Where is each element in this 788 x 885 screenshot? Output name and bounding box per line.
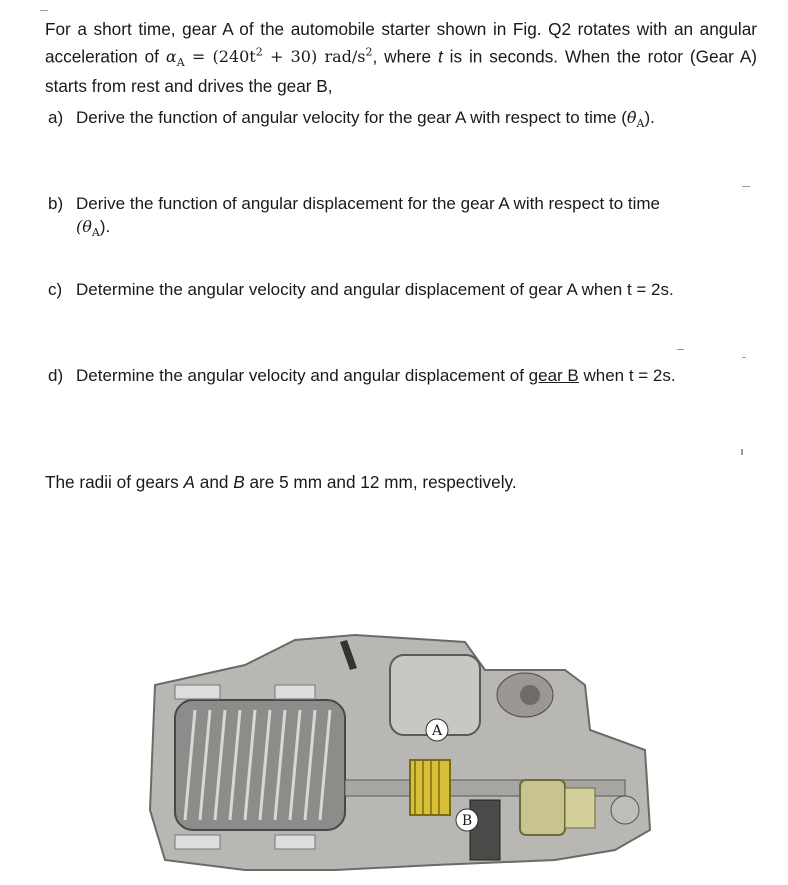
question-c xyxy=(48,278,748,301)
gear-b-underlined: gear B xyxy=(528,366,579,385)
starter-motor-figure xyxy=(135,630,655,885)
gear-a-label: A xyxy=(431,723,443,739)
question-a-text: Derive the function of angular velocity for the gear A with respect to time ( xyxy=(76,108,627,127)
question-a-symbol: $\thetȧ_A$ xyxy=(626,108,645,131)
gear-b-label: B xyxy=(461,813,473,829)
intro-variable-t: t xyxy=(437,46,443,67)
question-b xyxy=(48,192,748,244)
problem-intro xyxy=(45,18,757,98)
question-b-label: b) xyxy=(48,194,64,213)
intro-text-3: is in seconds. When the rotor (Gear A) starts from rest and drives the gear B, xyxy=(45,46,758,96)
intro-text-2: , where xyxy=(372,46,438,67)
question-c-label: c) xyxy=(48,280,63,299)
intro-text-1: For a short time, gear A of the automobile starter shown in Fig. Q2 rotates with an angular acceleration of xyxy=(45,19,757,67)
question-a-label: a) xyxy=(48,108,64,127)
question-a: a) Derive the function of angular velocity for the gear A with respect to time $(\thetȧ_A)$. xyxy=(48,108,655,131)
angular-acceleration-equation: $\alpha_A = (240t^2 + 30)$ rad/$s^2$ xyxy=(165,46,373,70)
question-d: d) Determine the angular velocity and angular displacement of gear B when t = 2s. xyxy=(48,366,676,385)
question-b-symbol-line: $(\theta_A)$. xyxy=(76,217,111,240)
question-d-label: d) xyxy=(48,366,64,385)
question-b-text: Derive the function of angular displacement for the gear A with respect to time xyxy=(76,194,660,213)
radii-statement: The radii of gears A and B are 5 mm and 12 mm, respectively. xyxy=(45,472,517,492)
question-c-text: Determine the angular velocity and angular displacement of gear A when t = 2s. xyxy=(76,280,674,299)
